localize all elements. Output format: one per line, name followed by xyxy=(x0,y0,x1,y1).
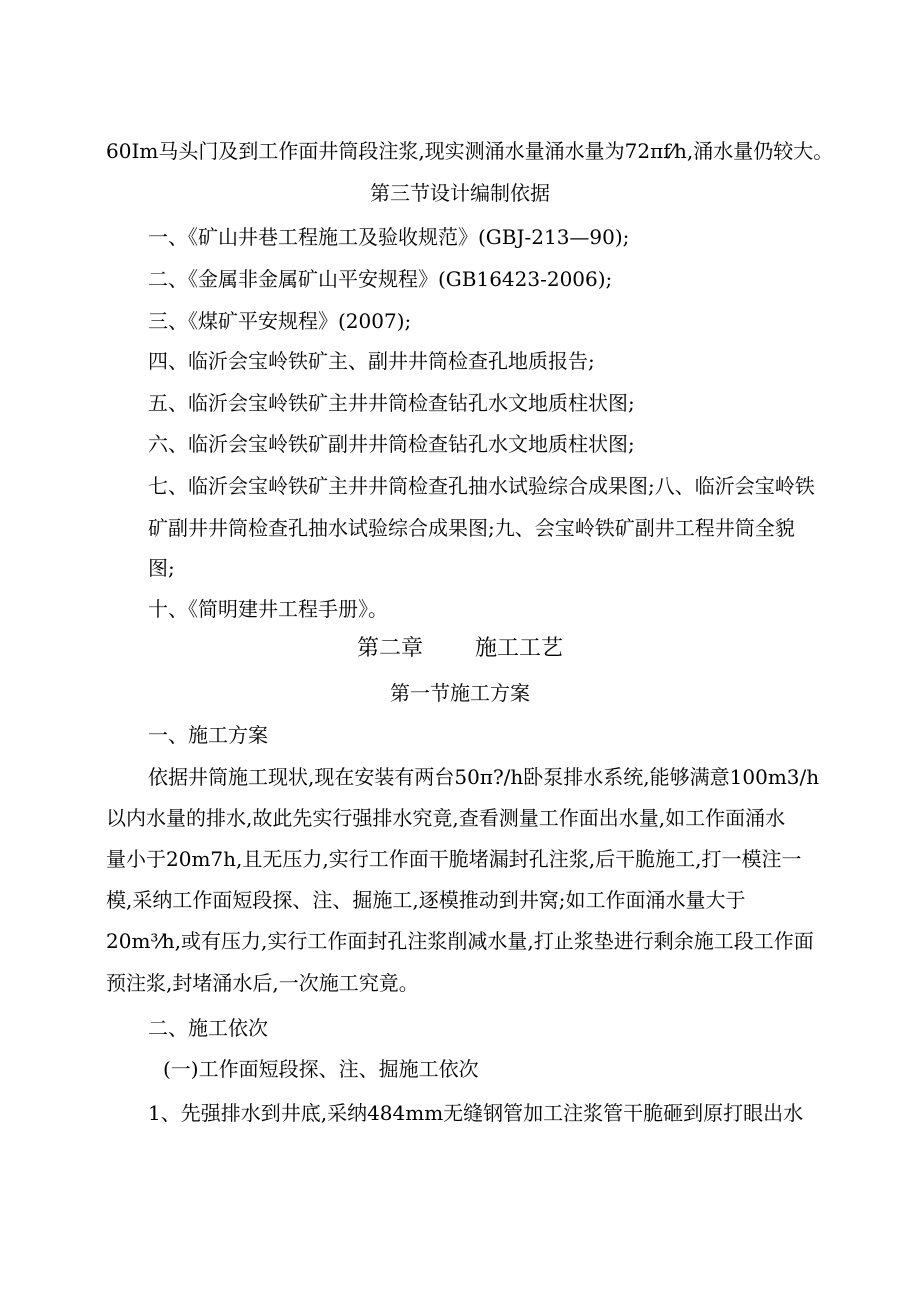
section-basis-title: 第三节设计编制依据 xyxy=(370,181,550,205)
step-1-line: 1、先强排水到井底,采纳484mm无缝钢管加工注浆管干脆砸到原打眼出水 xyxy=(148,1101,804,1125)
chapter-number: 第二章 xyxy=(356,636,423,661)
basis-item-7-line-2: 矿副井井筒检查孔抽水试验综合成果图;九、会宝岭铁矿副井工程井筒全貌 xyxy=(148,516,795,540)
basis-item-2: 二、《金属非金属矿山平安规程》(GB16423-2006); xyxy=(148,267,613,291)
plan-paragraph-line-3: 量小于20m7h,且无压力,实行工作面干脆堵漏封孔注浆,后干脆施工,打一模注一 xyxy=(106,847,802,871)
basis-item-7-line-3: 图; xyxy=(148,556,175,580)
sub-heading-1: (一)工作面短段探、注、掘施工依次 xyxy=(163,1057,479,1081)
subsection-1-heading: 一、施工方案 xyxy=(148,723,268,747)
chapter-title: 施工工艺 xyxy=(475,636,564,661)
basis-item-7-line-1: 七、临沂会宝岭铁矿主井井筒检查孔抽水试验综合成果图;八、临沂会宝岭铁 xyxy=(148,474,815,498)
basis-item-1: 一、《矿山井巷工程施工及验收规范》(GBJ-213—90); xyxy=(148,225,630,249)
basis-item-10: 十、《简明建井工程手册》。 xyxy=(148,597,388,621)
subsection-2-heading: 二、施工依次 xyxy=(148,1016,268,1040)
plan-paragraph-line-6: 预注浆,封堵涌水后,一次施工究竟。 xyxy=(106,971,419,995)
plan-paragraph-line-1: 依据井筒施工现状,现在安装有两台50π?/h卧泵排水系统,能够满意100m3/h xyxy=(148,765,820,789)
basis-item-6: 六、临沂会宝岭铁矿副井井筒检查钻孔水文地质柱状图; xyxy=(148,432,635,456)
plan-paragraph-line-5: 20m³⁄h,或有压力,实行工作面封孔注浆削减水量,打止浆垫进行剩余施工段工作面 xyxy=(106,929,814,953)
basis-item-3: 三、《煤矿平安规程》(2007); xyxy=(148,309,412,333)
plan-paragraph-line-4: 模,采纳工作面短段探、注、掘施工,逐模推动到井窝;如工作面涌水量大于 xyxy=(106,888,746,912)
section-plan-title: 第一节施工方案 xyxy=(390,681,530,705)
basis-item-4: 四、临沂会宝岭铁矿主、副井井筒检查孔地质报告; xyxy=(148,349,595,373)
chapter-heading xyxy=(0,637,920,661)
continuation-line: 60Im马头门及到工作面井筒段注浆,现实测涌水量涌水量为72πf⁄h,涌水量仍较大。 xyxy=(106,139,834,163)
plan-paragraph-line-2: 以内水量的排水,故此先实行强排水究竟,查看测量工作面出水量,如工作面涌水 xyxy=(106,806,786,830)
basis-item-5: 五、临沂会宝岭铁矿主井井筒检查钻孔水文地质柱状图; xyxy=(148,391,635,415)
